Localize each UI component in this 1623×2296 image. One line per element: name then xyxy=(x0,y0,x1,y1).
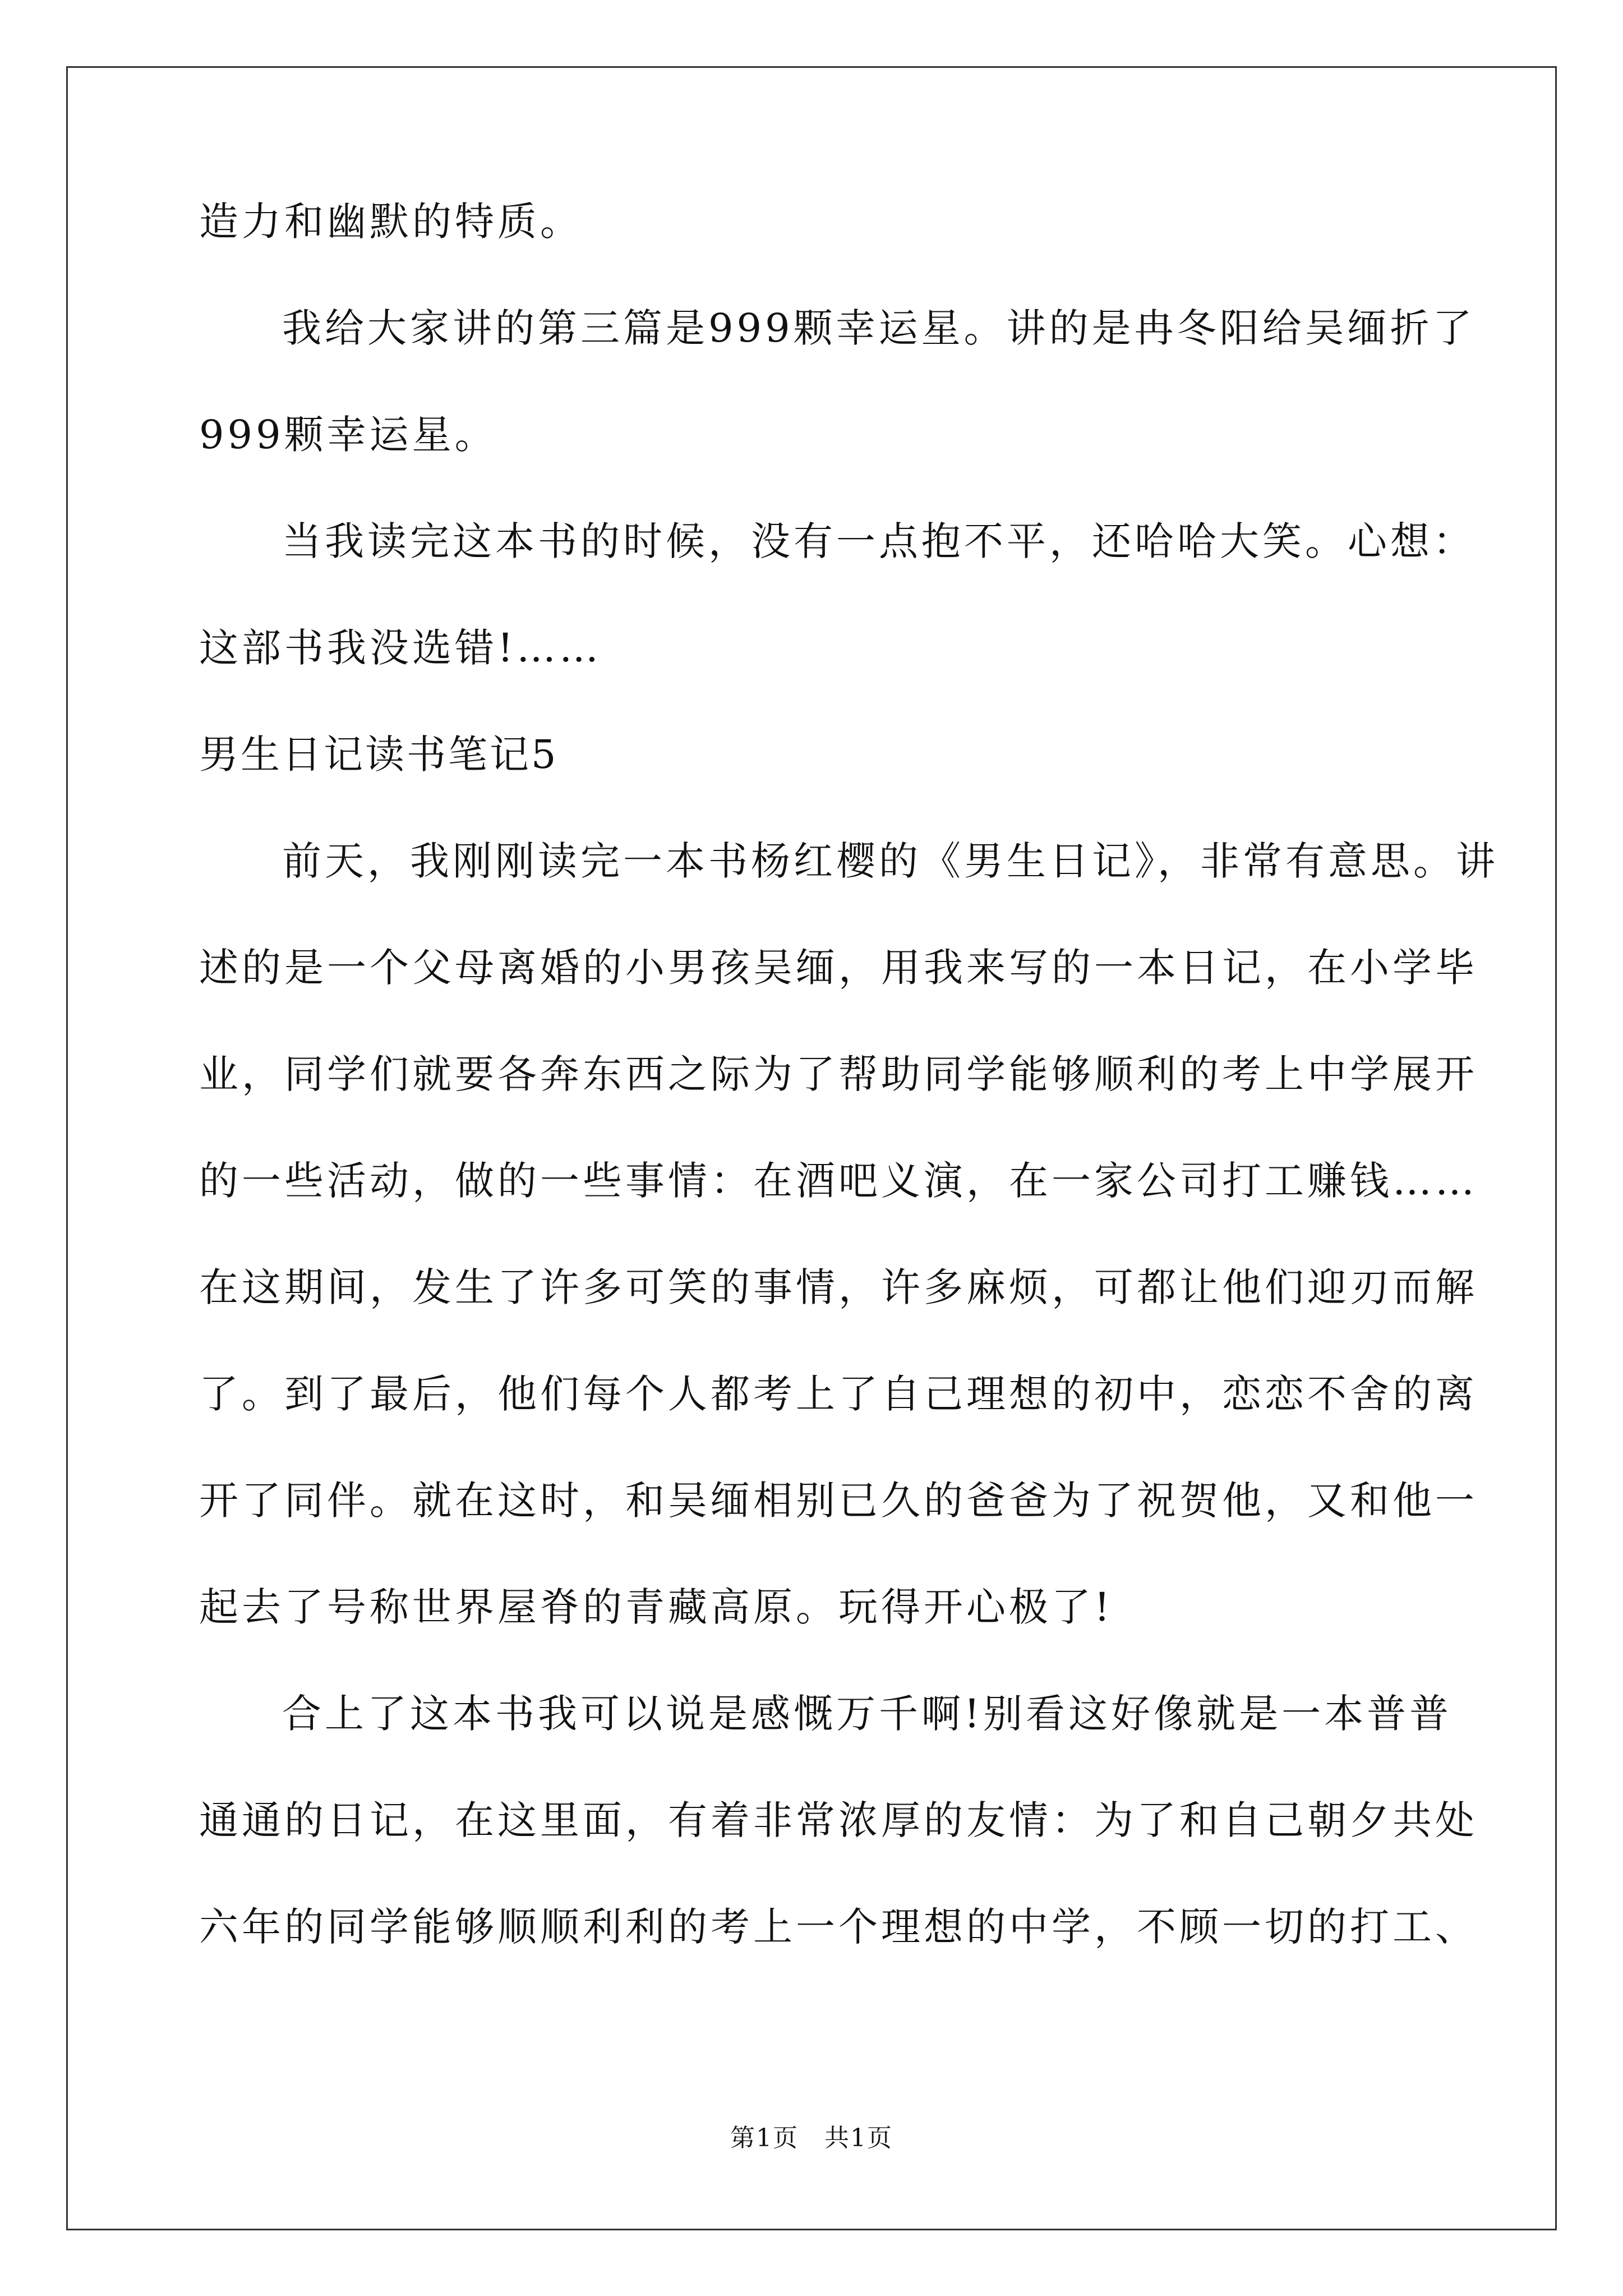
text-line: 造力和幽默的特质。 xyxy=(199,199,583,245)
text-line: 通通的日记，在这里面，有着非常浓厚的友情：为了和自己朝夕共处 xyxy=(199,1797,1478,1843)
text-line: 的一些活动，做的一些事情：在酒吧义演，在一家公司打工赚钱…… xyxy=(199,1158,1478,1204)
text-line: 业，同学们就要各奔东西之际为了帮助同学能够顺利的考上中学展开 xyxy=(199,1051,1478,1097)
text-line: 六年的同学能够顺顺利利的考上一个理想的中学，不顾一切的打工、 xyxy=(199,1904,1478,1950)
text-line: 开了同伴。就在这时，和吴缅相别已久的爸爸为了祝贺他，又和他一 xyxy=(199,1478,1478,1524)
paragraph-first-line: 当我读完这本书的时候，没有一点抱不平，还哈哈大笑。心想： xyxy=(282,518,1476,564)
text-line: 在这期间，发生了许多可笑的事情，许多麻烦，可都让他们迎刃而解 xyxy=(199,1264,1478,1310)
document-body xyxy=(199,199,1498,2014)
text-line: 999颗幸运星。 xyxy=(199,412,497,458)
text-line: 述的是一个父母离婚的小男孩吴缅，用我来写的一本日记，在小学毕 xyxy=(199,945,1478,991)
section-heading: 男生日记读书笔记5 xyxy=(199,731,559,777)
text-line: 了。到了最后，他们每个人都考上了自己理想的初中，恋恋不舍的离 xyxy=(199,1371,1478,1417)
paragraph-first-line: 我给大家讲的第三篇是999颗幸运星。讲的是冉冬阳给吴缅折了 xyxy=(282,305,1476,351)
page-number: 第1页 共1页 xyxy=(730,2124,893,2152)
paragraph-first-line: 前天，我刚刚读完一本书杨红樱的《男生日记》，非常有意思。讲 xyxy=(282,838,1498,884)
text-line: 这部书我没选错!…… xyxy=(199,625,602,671)
paragraph-first-line: 合上了这本书我可以说是感慨万千啊!别看这好像就是一本普普 xyxy=(282,1691,1453,1737)
text-line: 起去了号称世界屋脊的青藏高原。玩得开心极了! xyxy=(199,1584,1114,1630)
